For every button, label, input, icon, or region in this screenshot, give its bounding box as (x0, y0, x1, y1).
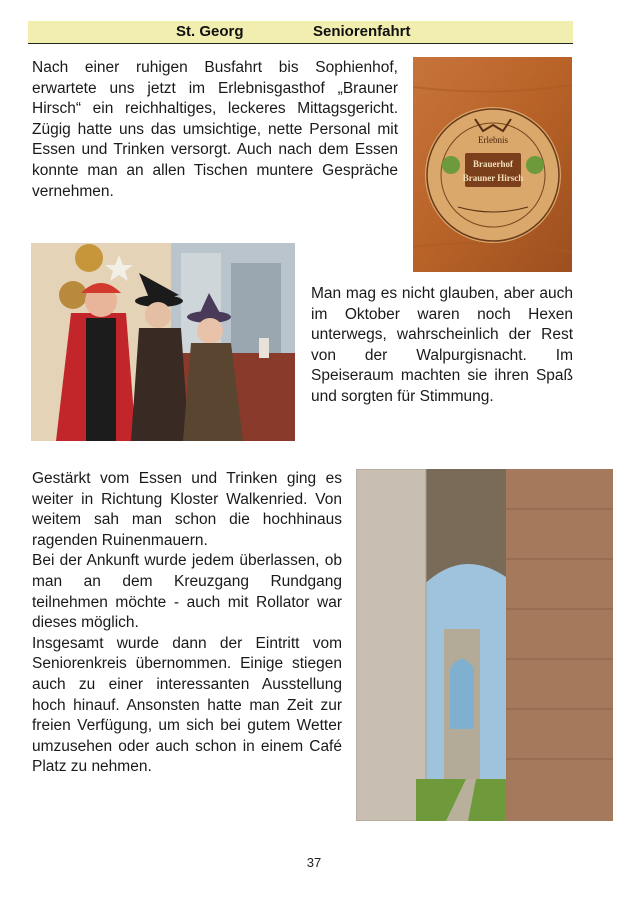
paragraph-monastery-line-3: Insgesamt wurde dann der Eintritt vom Seniorenkreis übernommen. Einige stiegen auch zu einer interessanten Ausstellung hoch hinauf. Ansonsten hatte man Zeit zur freien Verfügung, um sich bei gutem Wetter umzusehen oder auch schon in einem Café Platz zu nehmen. (32, 634, 342, 776)
witches-photo (31, 243, 295, 441)
paragraph-witches: Man mag es nicht glauben, aber auch im Oktober waren noch Hexen unterwegs, wahrscheinlich der Rest von der Walpurgisnacht. Im Speiseraum machten sie ihren Spaß und sorgten für Stimmung. (311, 285, 573, 405)
coaster-top-text: Erlebnis (478, 135, 508, 145)
monastery-ruins-photo (356, 469, 613, 821)
header-title-right: Seniorenfahrt (313, 23, 411, 40)
page-number: 37 (306, 855, 322, 870)
paragraph-monastery-line-2: Bei der Ankunft wurde jedem überlassen, ob man an dem Kreuzgang Rundgang teilnehmen möchte - auch mit Rollator war dieses möglich. (32, 552, 342, 632)
paragraph-monastery (32, 469, 342, 778)
paragraph-monastery-line-1: Gestärkt vom Essen und Trinken ging es weiter in Richtung Kloster Walkenried. Von weitem sah man schon die hochhinaus ragenden Ruinenmauern. (32, 470, 342, 549)
coaster-name-line2: Brauner Hirsch (462, 173, 524, 183)
coaster-name-line1: Brauerhof (473, 159, 513, 169)
paragraph-lunch: Nach einer ruhigen Busfahrt bis Sophienhof, erwartete uns jetzt im Erlebnisgasthof „Brauner Hirsch“ ein reichhaltiges, leckeres Mittagsgericht. Zügig hatte uns das umsichtige, nette Personal mit Essen und Trinken versorgt. Auch nach dem Essen konnte man an allen Tischen muntere Gespräche vernehmen. (32, 59, 398, 200)
coaster-photo (413, 57, 572, 272)
header-bar (28, 21, 573, 44)
header-title-left: St. Georg (176, 23, 244, 40)
